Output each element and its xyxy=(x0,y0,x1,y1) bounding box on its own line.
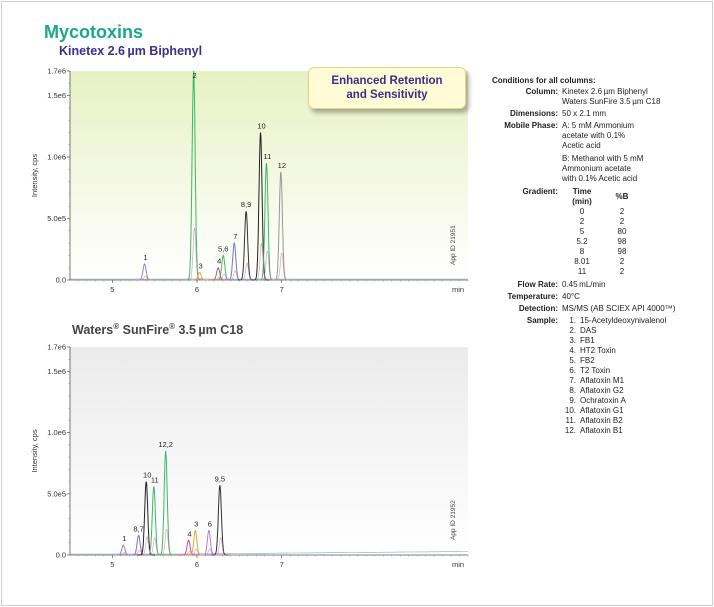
sample-item xyxy=(562,416,706,426)
sample-item xyxy=(562,366,706,376)
app-id-label: App ID 21951 xyxy=(450,225,457,265)
gradient-b-cell: 2 xyxy=(619,207,625,216)
gradient-time-cell: 5.2 xyxy=(576,237,588,246)
mobile-phase-row xyxy=(474,121,706,184)
gradient-header-b: %B xyxy=(615,192,629,201)
sample-number: 5. xyxy=(569,356,576,365)
y-tick-label: 1.7e6 xyxy=(47,66,66,76)
gradient-label: Gradient: xyxy=(522,187,558,196)
y-tick-label: 5.0e5 xyxy=(47,489,66,499)
sample-number: 4. xyxy=(569,346,576,355)
gradient-b-cell: 2 xyxy=(619,257,625,266)
gradient-time-cell: 0 xyxy=(579,207,585,216)
peak-label: 4 xyxy=(217,256,222,266)
peak-label: 1 xyxy=(122,534,127,544)
x-tick-label: 6 xyxy=(194,285,200,294)
sample-item xyxy=(562,326,706,336)
sample-item xyxy=(562,376,706,386)
mobile-phase-label: Mobile Phase: xyxy=(504,121,558,130)
flow-row xyxy=(474,280,706,290)
x-axis-label: min xyxy=(451,560,465,569)
gradient-time-cell: 5 xyxy=(579,227,585,236)
y-tick-label: 1.0e6 xyxy=(47,152,66,162)
sample-row xyxy=(474,316,706,436)
sample-name: Aflatoxin G2 xyxy=(580,386,624,395)
gradient-time-cell: 8.01 xyxy=(574,257,590,266)
sample-number: 11. xyxy=(565,416,576,425)
gradient-b-cell: 2 xyxy=(619,267,625,276)
dimensions-label: Dimensions: xyxy=(509,109,558,118)
waters-product: SunFire xyxy=(122,323,170,338)
x-tick-label: 5 xyxy=(110,285,115,294)
sample-name: Ochratoxin A xyxy=(580,396,626,405)
gradient-header-row xyxy=(562,187,642,207)
sample-number: 10. xyxy=(564,406,576,415)
gradient-table-row xyxy=(562,267,642,277)
gradient-table-row xyxy=(562,217,642,227)
gradient-b-cell: 98 xyxy=(617,247,627,256)
peak-label: 11 xyxy=(150,475,159,485)
gradient-table xyxy=(562,187,642,277)
peak-label: 8,7 xyxy=(133,524,144,534)
sample-list xyxy=(562,316,706,436)
column-value-2: Waters SunFire 3.5 µm C18 xyxy=(562,97,661,106)
peak-label: 7 xyxy=(233,232,238,242)
sample-name: FB1 xyxy=(580,336,595,345)
y-axis-label: Intensity, cps xyxy=(30,153,39,198)
sample-item xyxy=(562,396,706,406)
x-tick-label: 7 xyxy=(279,285,284,294)
gradient-b-cell: 2 xyxy=(619,217,625,226)
sample-item xyxy=(562,426,706,436)
waters-size: 3.5 µm C18 xyxy=(178,323,244,338)
peak-label: 3 xyxy=(194,519,199,529)
sample-name: Aflatoxin G1 xyxy=(580,406,624,415)
y-tick-label: 1.5e6 xyxy=(47,91,66,101)
gradient-table-row xyxy=(562,207,642,217)
sample-label: Sample: xyxy=(526,316,558,325)
sample-number: 2. xyxy=(569,326,576,335)
sample-number: 9. xyxy=(569,396,576,405)
y-tick-label: 1.0e6 xyxy=(47,428,66,438)
sample-item xyxy=(562,336,706,346)
callout-line-1: Enhanced Retention xyxy=(331,75,443,87)
sample-item xyxy=(562,346,706,356)
peak-label: 3 xyxy=(198,261,203,271)
flow-value: 0.45 mL/min xyxy=(562,280,606,289)
y-axis-label: Intensity, cps xyxy=(30,429,39,473)
peak-label: 4 xyxy=(187,529,192,539)
gradient-table-row xyxy=(562,227,642,237)
dimensions-row xyxy=(474,109,706,119)
sample-item xyxy=(562,356,706,366)
conditions-heading: Conditions for all columns: xyxy=(492,76,596,85)
temperature-value: 40°C xyxy=(562,292,580,301)
x-axis-label: min xyxy=(451,285,465,294)
peak-label: 11 xyxy=(263,152,272,162)
sample-number: 1. xyxy=(569,316,576,325)
peak-label: 12,2 xyxy=(158,440,173,449)
registered-mark: ® xyxy=(113,322,120,331)
callout-line-2: and Sensitivity xyxy=(346,89,428,101)
flow-label: Flow Rate: xyxy=(517,280,558,289)
callout-box xyxy=(308,67,466,109)
sample-number: 12. xyxy=(564,426,576,435)
sample-name: 15-Acetyldeoxynivalenol xyxy=(580,316,667,325)
gradient-table-row xyxy=(562,247,642,257)
gradient-row xyxy=(474,187,706,277)
plot-background xyxy=(70,347,468,555)
sample-name: Aflatoxin B1 xyxy=(580,426,623,435)
detection-label: Detection: xyxy=(518,304,558,313)
peak-label: 6 xyxy=(207,519,212,529)
peak-label: 12 xyxy=(277,160,287,170)
sample-name: DAS xyxy=(580,326,597,335)
y-tick-label: 0.0 xyxy=(55,275,66,285)
column-value-1: Kinetex 2.6 µm Biphenyl xyxy=(562,87,648,96)
peak-label: 1 xyxy=(143,253,148,263)
sample-number: 6. xyxy=(569,366,576,375)
sample-number: 8. xyxy=(569,386,576,395)
detection-value: MS/MS (AB SCIEX API 4000™) xyxy=(562,304,676,313)
detection-row xyxy=(474,304,706,314)
x-tick-label: 7 xyxy=(279,560,284,569)
peak-label: 8,9 xyxy=(240,200,252,210)
gradient-time-cell: 2 xyxy=(579,217,585,226)
sample-number: 7. xyxy=(569,376,576,385)
peak-label: 10 xyxy=(257,121,266,131)
mobile-phase-a: A: 5 mM Ammonium acetate with 0.1% Acetic acid xyxy=(562,121,635,150)
conditions-panel xyxy=(474,76,706,436)
sample-name: HT2 Toxin xyxy=(580,346,616,355)
sample-name: Aflatoxin M1 xyxy=(580,376,625,385)
temperature-row xyxy=(474,292,706,302)
y-tick-label: 0.0 xyxy=(55,550,66,560)
sample-item xyxy=(562,386,706,396)
sample-number: 3. xyxy=(569,336,576,345)
gradient-table-row xyxy=(562,257,642,267)
sample-name: Aflatoxin B2 xyxy=(580,416,623,425)
peak-label: 10 xyxy=(143,470,152,480)
x-tick-label: 5 xyxy=(110,560,115,569)
sample-name: T2 Toxin xyxy=(580,366,611,375)
x-tick-label: 6 xyxy=(194,560,200,569)
mobile-phase-b: B: Methanol with 5 mM Ammonium acetate with 0.1% Acetic acid xyxy=(562,154,644,183)
sample-item xyxy=(562,316,706,326)
gradient-b-cell: 80 xyxy=(617,227,627,236)
app-id-label: App ID 21952 xyxy=(450,500,457,540)
y-tick-label: 1.5e6 xyxy=(47,366,66,376)
sample-item xyxy=(562,406,706,416)
gradient-time-cell: 11 xyxy=(577,267,587,276)
kinetex-subtitle: Kinetex 2.6 µm Biphenyl xyxy=(59,44,203,58)
column-row xyxy=(474,87,706,107)
page-title: Mycotoxins xyxy=(44,22,144,42)
gradient-table-row xyxy=(562,237,642,247)
gradient-b-cell: 98 xyxy=(617,237,627,246)
y-tick-label: 5.0e5 xyxy=(47,214,66,224)
peak-label: 5,6 xyxy=(218,244,229,254)
peak-label: 2 xyxy=(192,71,197,80)
gradient-time-cell: 8 xyxy=(579,247,585,256)
column-label: Column: xyxy=(525,87,558,96)
dimensions-value: 50 x 2.1 mm xyxy=(562,109,607,118)
temperature-label: Temperature: xyxy=(507,292,558,301)
gradient-header-time: Time (min) xyxy=(572,187,592,206)
y-tick-label: 1.7e6 xyxy=(47,342,66,352)
registered-mark-2: ® xyxy=(169,322,176,331)
sample-name: FB2 xyxy=(580,356,595,365)
peak-label: 9,5 xyxy=(214,474,226,484)
waters-brand: Waters xyxy=(72,323,114,338)
